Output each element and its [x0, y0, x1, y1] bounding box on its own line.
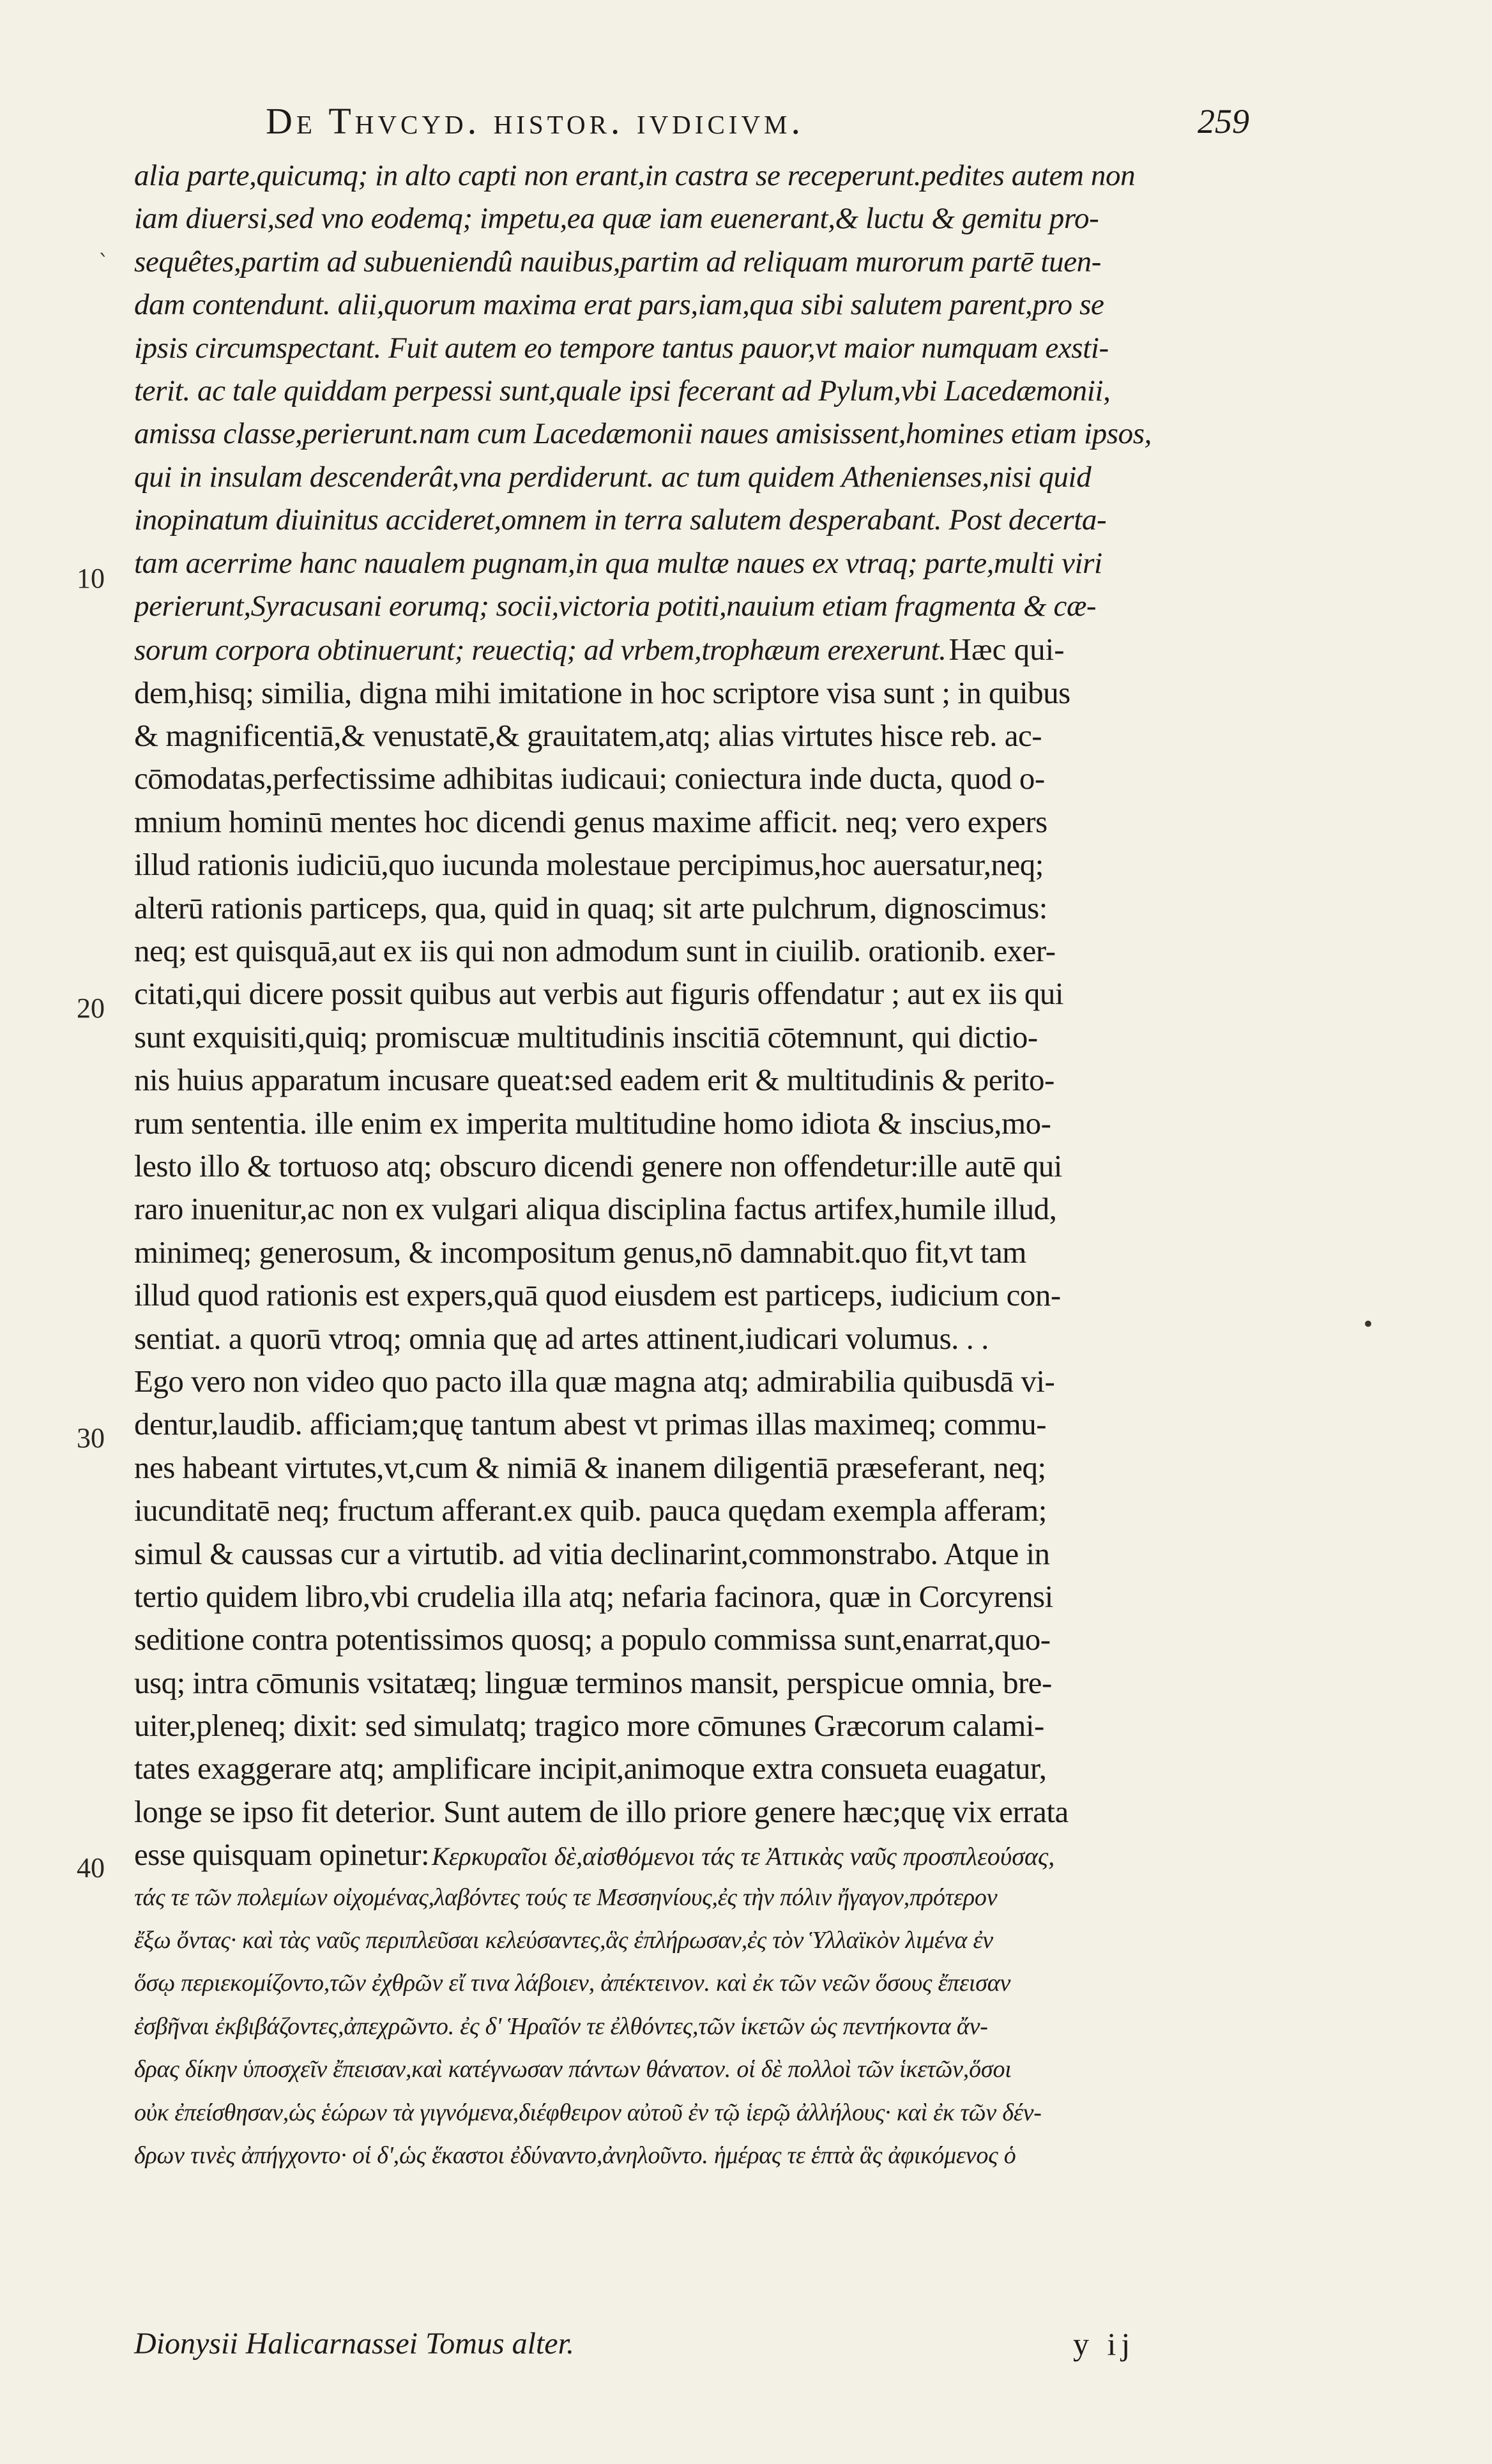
margin-line-number: 30 [77, 1422, 105, 1454]
text-line: neq; est quisquā,aut ex iis qui non admodum sunt in ciuilib. orationib. exer- [134, 933, 1056, 969]
text-line: Ego vero non video quo pacto illa quæ magna atq; admirabilia quibusdā vi- [134, 1363, 1055, 1399]
printer-mark: • [1362, 1312, 1375, 1337]
margin-line-number: 10 [77, 563, 105, 594]
text-line: ὅσῳ περιεκομίζοντο,τῶν ἐχθρῶν εἴ τινα λάβοιεν, ἀπέκτεινον. καὶ ἐκ τῶν νεῶν ὅσους ἔπεισαν [134, 1970, 1011, 1997]
text-line: dem,hisq; similia, digna mihi imitatione in hoc scriptore visa sunt ; in quibus [134, 674, 1070, 710]
text-line: qui in insulam descenderât,vna perdiderunt. ac tum quidem Athenienses,nisi quid [134, 460, 1092, 494]
text-line: iam diuersi,sed vno eodemq; impetu,ea quæ iam euenerant,& luctu & gemitu pro- [134, 202, 1099, 236]
text-line: ἔξω ὄντας· καὶ τὰς ναῦς περιπλεῦσαι κελεύσαντες,ἃς ἐπλήρωσαν,ἐς τὸν Ὑλλαϊκὸν λιμένα ἐν [134, 1927, 993, 1954]
text-line: alia parte,quicumq; in alto capti non erant,in castra se receperunt.pedites autem non [134, 159, 1136, 192]
text-line: simul & caussas cur a virtutib. ad vitia declinarint,commonstrabo. Atque in [134, 1535, 1050, 1571]
text-line-segment: Hæc qui- [948, 632, 1065, 667]
text-line: tertio quidem libro,vbi crudelia illa atq; nefaria facinora, quæ in Corcyrensi [134, 1578, 1053, 1614]
text-line: uiter,pleneq; dixit: sed simulatq; tragico more cōmunes Græcorum calami- [134, 1708, 1044, 1744]
signature-mark: y ij [1073, 2326, 1136, 2362]
text-line: τάς τε τῶν πολεμίων οἰχομένας,λαβόντες τούς τε Μεσσηνίους,ἐς τὴν πόλιν ἤγαγον,πρότερον [134, 1883, 998, 1911]
text-line: ἐσβῆναι ἐκβιβάζοντες,ἀπεχρῶντο. ἐς δ' Ἡραῖόν τε ἐλθόντες,τῶν ἱκετῶν ὡς πεντήκοντα ἄν- [134, 2012, 988, 2040]
text-line-segment: Κερκυραῖοι δὲ,αἰσθόμενοι τάς τε Ἀττικὰς ναῦς προσπλεούσας, [432, 1842, 1055, 1871]
footer-colophon: Dionysii Halicarnassei Tomus alter. [134, 2327, 574, 2361]
text-line [134, 628, 1252, 671]
text-line: inopinatum diuinitus accideret,omnem in terra salutem desperabant. Post decerta- [134, 503, 1107, 537]
text-line: nes habeant virtutes,vt,cum & nimiā & inanem diligentiā præseferant, neq; [134, 1449, 1046, 1485]
text-line: dentur,laudib. afficiam;quę tantum abest vt primas illas maximeq; commu- [134, 1406, 1047, 1442]
text-line: seditione contra potentissimos quosq; a populo commissa sunt,enarrat,quo- [134, 1622, 1051, 1657]
text-line: alterū rationis particeps, qua, quid in quaq; sit arte pulchrum, dignoscimus: [134, 890, 1047, 925]
text-line: illud rationis iudiciū,quo iucunda molestaue percipimus,hoc auersatur,neq; [134, 847, 1044, 883]
text-line: cōmodatas,perfectissime adhibitas iudicaui; coniectura inde ducta, quod o- [134, 761, 1045, 796]
page-number: 259 [1198, 102, 1249, 141]
text-line: perierunt,Syracusani eorumq; socii,victoria potiti,nauium etiam fragmenta & cæ- [134, 589, 1097, 623]
text-line: tam acerrime hanc naualem pugnam,in qua multæ naues ex vtraq; parte,multi viri [134, 546, 1102, 580]
running-header [125, 96, 1249, 147]
text-line: tates exaggerare atq; amplificare incipit,animoque extra consueta euagatur, [134, 1751, 1047, 1786]
text-line: illud quod rationis est expers,quā quod eiusdem est particeps, iudicium con- [134, 1277, 1061, 1313]
text-line: iucunditatē neq; fructum afferant.ex quib. pauca quędam exempla afferam; [134, 1493, 1047, 1528]
text-line: raro inuenitur,ac non ex vulgari aliqua disciplina factus artifex,humile illud, [134, 1191, 1057, 1227]
text-line: rum sententia. ille enim ex imperita multitudine homo idiota & inscius,mo- [134, 1105, 1051, 1141]
text-line: mnium hominū mentes hoc dicendi genus maxime afficit. neq; vero expers [134, 803, 1047, 839]
text-line: terit. ac tale quiddam perpessi sunt,quale ipsi fecerant ad Pylum,vbi Lacedæmonii, [134, 374, 1111, 407]
text-line: citati,qui dicere possit quibus aut verbis aut figuris offendatur ; aut ex iis qui [134, 976, 1064, 1012]
text-line: amissa classe,perierunt.nam cum Lacedæmonii naues amisissent,homines etiam ipsos, [134, 417, 1152, 451]
text-line: usq; intra cōmunis vsitatæq; linguæ terminos mansit, perspicue omnia, bre- [134, 1664, 1052, 1700]
text-line: lesto illo & tortuoso atq; obscuro dicendi genere non offendetur:ille autē qui [134, 1148, 1062, 1183]
text-line [134, 1833, 1252, 1876]
text-line: sunt exquisiti,quiq; promiscuæ multitudinis inscitiā cōtemnunt, qui dictio- [134, 1019, 1038, 1054]
printer-mark: ` [98, 250, 109, 276]
text-line: δρων τινὲς ἀπήγχοντο· οἱ δ',ὡς ἕκαστοι ἐδύναντο,ἀνηλοῦντο. ἡμέρας τε ἑπτὰ ἃς ἀφικόμενος ὁ [134, 2141, 1016, 2169]
text-line: & magnificentiā,& venustatē,& grauitatem,atq; alias virtutes hisce reb. ac- [134, 718, 1042, 754]
text-line-segment: esse quisquam opinetur: [134, 1837, 430, 1873]
text-line: sentiat. a quorū vtroq; omnia quę ad artes attinent,iudicari volumus. . . [134, 1320, 989, 1356]
text-line: minimeq; generosum, & incompositum genus,nō damnabit.quo fit,vt tam [134, 1234, 1026, 1270]
text-line: longe se ipso fit deterior. Sunt autem de illo priore genere hæc;quę vix errata [134, 1793, 1069, 1829]
running-title: De Thvcyd. histor. ivdicivm. [266, 100, 805, 142]
text-line-segment: sorum corpora obtinuerunt; reuectiq; ad vrbem,trophæum erexerunt. [134, 634, 947, 667]
text-body [134, 155, 1252, 2177]
margin-line-number: 40 [77, 1852, 105, 1883]
text-line: οὐκ ἐπείσθησαν,ὡς ἑώρων τὰ γιγνόμενα,διέφθειρον αὐτοῦ ἐν τῷ ἱερῷ ἀλλήλους· καὶ ἐκ τῶν δέν- [134, 2099, 1042, 2126]
text-line: δρας δίκην ὑποσχεῖν ἔπεισαν,καὶ κατέγνωσαν πάντων θάνατον. οἱ δὲ πολλοὶ τῶν ἱκετῶν,ὅσοι [134, 2056, 1012, 2083]
page-footer [134, 2322, 1252, 2366]
text-line: nis huius apparatum incusare queat:sed eadem erit & multitudinis & perito- [134, 1062, 1054, 1098]
text-line: sequêtes,partim ad subueniendû nauibus,partim ad reliquam murorum partē tuen- [134, 245, 1102, 278]
margin-line-number: 20 [77, 992, 105, 1024]
text-line: dam contendunt. alii,quorum maxima erat pars,iam,qua sibi salutem parent,pro se [134, 288, 1104, 322]
text-line: ipsis circumspectant. Fuit autem eo tempore tantus pauor,vt maior numquam exsti- [134, 331, 1109, 365]
